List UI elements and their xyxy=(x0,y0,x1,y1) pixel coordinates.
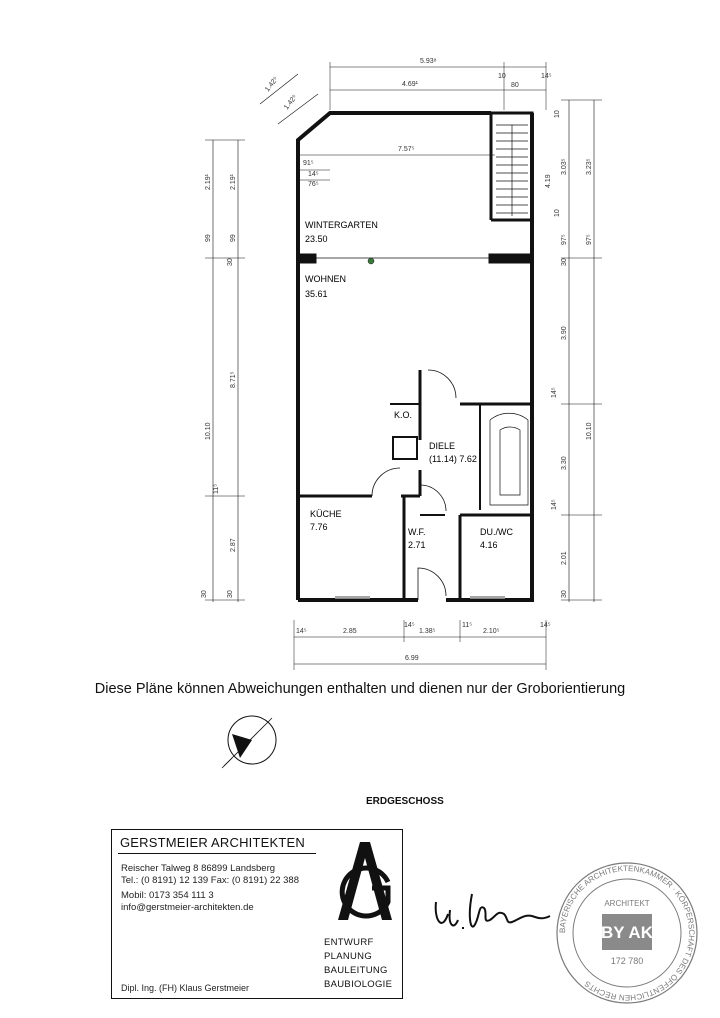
dim-diag-1: 1.42⁵ xyxy=(264,75,280,94)
dim-left-inner-4: 8.71⁵ xyxy=(230,371,237,388)
room-wf-area: 2.71 xyxy=(408,540,426,550)
disclaimer-text: Diese Pläne können Abweichungen enthalten und dienen nur der Groborientierung xyxy=(94,681,626,697)
dim-left-inner-1: 2.19¹ xyxy=(230,174,237,190)
room-duwc-name: DU./WC xyxy=(480,527,513,537)
stamp-number: 172 780 xyxy=(610,956,644,966)
dim-right-outer-3: 10.10 xyxy=(586,422,593,440)
architect-stamp-icon xyxy=(552,858,702,1008)
architect-name: Dipl. Ing. (FH) Klaus Gerstmeier xyxy=(121,983,250,993)
dim-bottom-4: 1.38⁵ xyxy=(419,628,436,635)
title-divider xyxy=(118,853,316,854)
dim-bottom-total: 6.99 xyxy=(405,655,419,662)
stamp-logo-text: BY AK xyxy=(601,923,653,942)
dim-right-9: 3.30 xyxy=(561,456,568,470)
dim-bottom-3: 14⁵ xyxy=(404,622,415,629)
address-line: Reischer Talweg 8 86899 Landsberg xyxy=(121,863,276,874)
room-wohnen-name: WOHNEN xyxy=(305,274,346,284)
stamp-ring-text: BAYERISCHE ARCHITEKTENKAMMER · KÖRPERSCHAFT DES ÖFFENTLICHEN RECHTS xyxy=(557,863,697,1003)
room-wf-name: W.F. xyxy=(408,527,426,537)
dim-inner-width: 7.57⁵ xyxy=(398,146,415,153)
room-wintergarten-area: 23.50 xyxy=(305,234,328,244)
dim-left-inner-6: 30 xyxy=(201,590,208,598)
dim-left-inner-5: 2.87 xyxy=(230,538,237,552)
phone-line: Tel.: (0 8191) 12 139 Fax: (0 8191) 22 388 xyxy=(121,875,299,886)
dim-right-6: 30 xyxy=(561,258,568,266)
dim-small-1: 91⁵ xyxy=(303,160,314,167)
dim-top-main: 4.69¹ xyxy=(402,81,418,88)
dim-bottom-7: 14⁵ xyxy=(540,622,551,629)
dim-right-outer-2: 97⁵ xyxy=(586,234,593,245)
service-entwurf: ENTWURF xyxy=(324,937,374,948)
dim-right-11: 2.01 xyxy=(561,551,568,565)
room-wintergarten-name: WINTERGARTEN xyxy=(305,220,378,230)
dim-right-5: 97⁵ xyxy=(561,234,568,245)
service-planung: PLANUNG xyxy=(324,951,373,962)
dim-small-2: 14⁵ xyxy=(308,171,319,178)
room-kueche-area: 7.76 xyxy=(310,522,328,532)
dim-left-inner-2: 99 xyxy=(230,234,237,242)
dim-top-stair: 80 xyxy=(511,82,519,89)
dim-right-10: 14⁵ xyxy=(551,499,558,510)
dim-bottom-6: 2.10⁵ xyxy=(483,628,500,635)
dim-bottom-2: 2.85 xyxy=(343,628,357,635)
dim-top-wall: 10 xyxy=(498,73,506,80)
dim-top-outer: 14⁵ xyxy=(541,73,552,80)
dim-left-4: 11⁵ xyxy=(213,483,220,494)
room-diele-name: DIELE xyxy=(429,441,456,451)
service-baubiologie: BAUBIOLOGIE xyxy=(324,979,393,990)
north-arrow-icon xyxy=(214,706,294,776)
company-logo-icon xyxy=(330,836,400,926)
floor-label: ERDGESCHOSS xyxy=(366,796,444,807)
dim-left-5: 30 xyxy=(227,590,234,598)
email-line: info@gerstmeier-architekten.de xyxy=(121,902,254,913)
dim-right-8: 14⁵ xyxy=(551,387,558,398)
dim-left-2: 99 xyxy=(205,234,212,242)
dim-small-3: 76⁵ xyxy=(308,181,319,188)
dim-left-inner-3: 30 xyxy=(227,258,234,266)
dim-right-2: 3.03⁵ xyxy=(561,158,568,175)
dim-right-outer-1: 3.23⁵ xyxy=(586,158,593,175)
room-diele-area: (11.14) 7.62 xyxy=(429,454,477,464)
dim-right-7: 3.90 xyxy=(561,326,568,340)
signature-icon xyxy=(428,880,558,940)
dim-right-12: 30 xyxy=(561,590,568,598)
company-name: GERSTMEIER ARCHITEKTEN xyxy=(120,835,305,850)
room-wohnen-area: 35.61 xyxy=(305,289,328,299)
mobile-line: Mobil: 0173 354 111 3 xyxy=(121,890,214,901)
room-duwc-area: 4.16 xyxy=(480,540,498,550)
dim-top-total: 5.93⁸ xyxy=(420,58,437,65)
room-kueche-name: KÜCHE xyxy=(310,509,342,519)
room-ko-name: K.O. xyxy=(394,410,413,420)
dim-left-3: 10.10 xyxy=(205,422,212,440)
stamp-role: ARCHITEKT xyxy=(604,899,650,908)
dim-bottom-5: 11⁵ xyxy=(462,622,473,629)
dim-diag-2: 1.42⁵ xyxy=(283,93,299,112)
dim-right-3: 4.19 xyxy=(545,174,552,188)
service-bauleitung: BAULEITUNG xyxy=(324,965,388,976)
dim-right-4: 10 xyxy=(554,209,561,217)
dim-bottom-1: 14⁵ xyxy=(296,628,307,635)
dim-left-1: 2.19¹ xyxy=(205,174,212,190)
dim-right-1: 10 xyxy=(554,110,561,118)
title-block xyxy=(111,829,403,999)
